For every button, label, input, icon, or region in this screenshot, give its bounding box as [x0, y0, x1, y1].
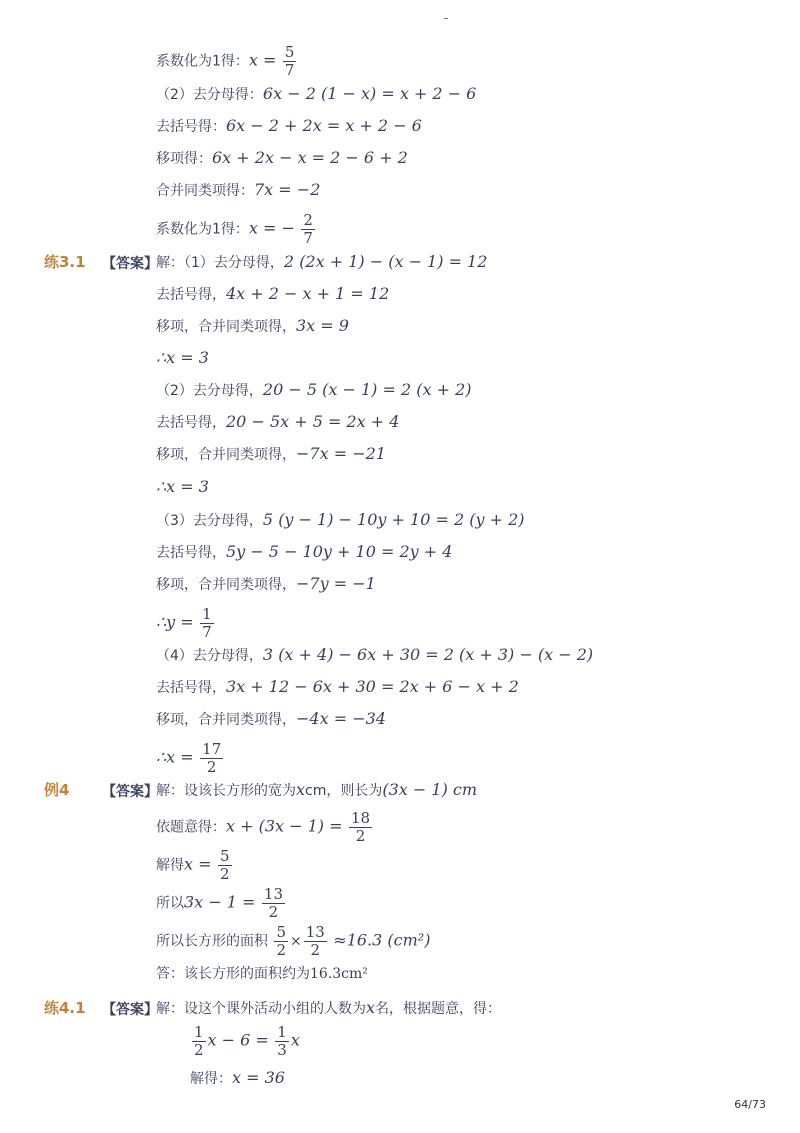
example-tag: 例4 [44, 781, 70, 799]
fraction: $\frac{18}{2}$ [351, 809, 371, 845]
step-line: 移项，合并同类项得，−4x = −34 [156, 709, 386, 728]
page-number: 64/73 [734, 1098, 766, 1111]
step-line: 答：该长方形的面积约为16.3cm² [156, 966, 368, 982]
fraction: $\frac{13}{2}$ [305, 923, 325, 959]
step-line: 去括号得，4x + 2 − x + 1 = 12 [156, 284, 390, 303]
step-line: 所以长方形的面积 $\frac{5}{2}$ × $\frac{13}{2}$ ≈16.3 (cm²) [156, 923, 431, 959]
fraction: $\frac{5}{7}$ [284, 43, 295, 79]
step-line: （2）去分母得：6x − 2 (1 − x) = x + 2 − 6 [156, 84, 477, 103]
fraction: $\frac{2}{7}$ [303, 211, 313, 247]
exercise-tag: 练3.1 [44, 253, 86, 271]
step-line: 合并同类项得：7x = −2 [156, 180, 321, 199]
fraction: $\frac{1}{2}$ [194, 1023, 204, 1059]
fraction: $\frac{13}{2}$ [263, 885, 283, 921]
step-line: 移项，合并同类项得，3x = 9 [156, 316, 349, 335]
step-line: 移项，合并同类项得，−7y = −1 [156, 574, 376, 593]
fraction: $\frac{17}{2}$ [202, 740, 222, 776]
fraction: $\frac{1}{3}$ [277, 1023, 287, 1059]
step-line: 解：设该长方形的宽为xcm，则长为(3x − 1) cm [156, 780, 478, 799]
answer-label: 【答案】 [102, 1002, 158, 1018]
step-line: （4）去分母得，3 (x + 4) − 6x + 30 = 2 (x + 3) − (x − 2) [156, 645, 594, 664]
step-line: ∴x = $\frac{17}{2}$ [156, 740, 222, 776]
step-line: 解得x = $\frac{5}{2}$ [156, 847, 230, 883]
step-line: $\frac{1}{2}$ x − 6 = $\frac{1}{3}$ x [194, 1023, 300, 1059]
step-line: 解：（1）去分母得，2 (2x + 1) − (x − 1) = 12 [156, 252, 488, 271]
step-line: （3）去分母得，5 (y − 1) − 10y + 10 = 2 (y + 2) [156, 510, 525, 529]
answer-label: 【答案】 [102, 256, 158, 272]
step-line: 依题意得：x + (3x − 1) = $\frac{18}{2}$ [156, 809, 371, 845]
fraction: $\frac{5}{2}$ [276, 923, 286, 959]
step-line: 移项得：6x + 2x − x = 2 − 6 + 2 [156, 148, 408, 167]
step-line: ∴x = 3 [156, 477, 209, 496]
step-line: 去括号得，3x + 12 − 6x + 30 = 2x + 6 − x + 2 [156, 677, 519, 696]
step-line: 移项，合并同类项得，−7x = −21 [156, 444, 386, 463]
step-line: 所以3x − 1 = $\frac{13}{2}$ [156, 885, 283, 921]
step-line: 去括号得，20 − 5x + 5 = 2x + 4 [156, 412, 400, 431]
step-line: 系数化为1得：x = $\frac{5}{7}$ [156, 43, 295, 79]
step-line: 去括号得，5y − 5 − 10y + 10 = 2y + 4 [156, 542, 453, 561]
header-mark [444, 18, 448, 19]
step-line: 系数化为1得：x = − $\frac{2}{7}$ [156, 211, 313, 247]
fraction: $\frac{1}{7}$ [202, 605, 212, 641]
step-line: 去括号得：6x − 2 + 2x = x + 2 − 6 [156, 116, 422, 135]
step-line: （2）去分母得，20 − 5 (x − 1) = 2 (x + 2) [156, 380, 472, 399]
step-line: 解：设这个课外活动小组的人数为x名，根据题意，得： [156, 998, 502, 1017]
exercise-tag: 练4.1 [44, 999, 86, 1017]
fraction: $\frac{5}{2}$ [219, 847, 230, 883]
step-line: ∴y = $\frac{1}{7}$ [156, 605, 212, 641]
step-line: 解得：x = 36 [190, 1068, 285, 1087]
answer-label: 【答案】 [102, 784, 158, 800]
step-line: ∴x = 3 [156, 348, 209, 367]
